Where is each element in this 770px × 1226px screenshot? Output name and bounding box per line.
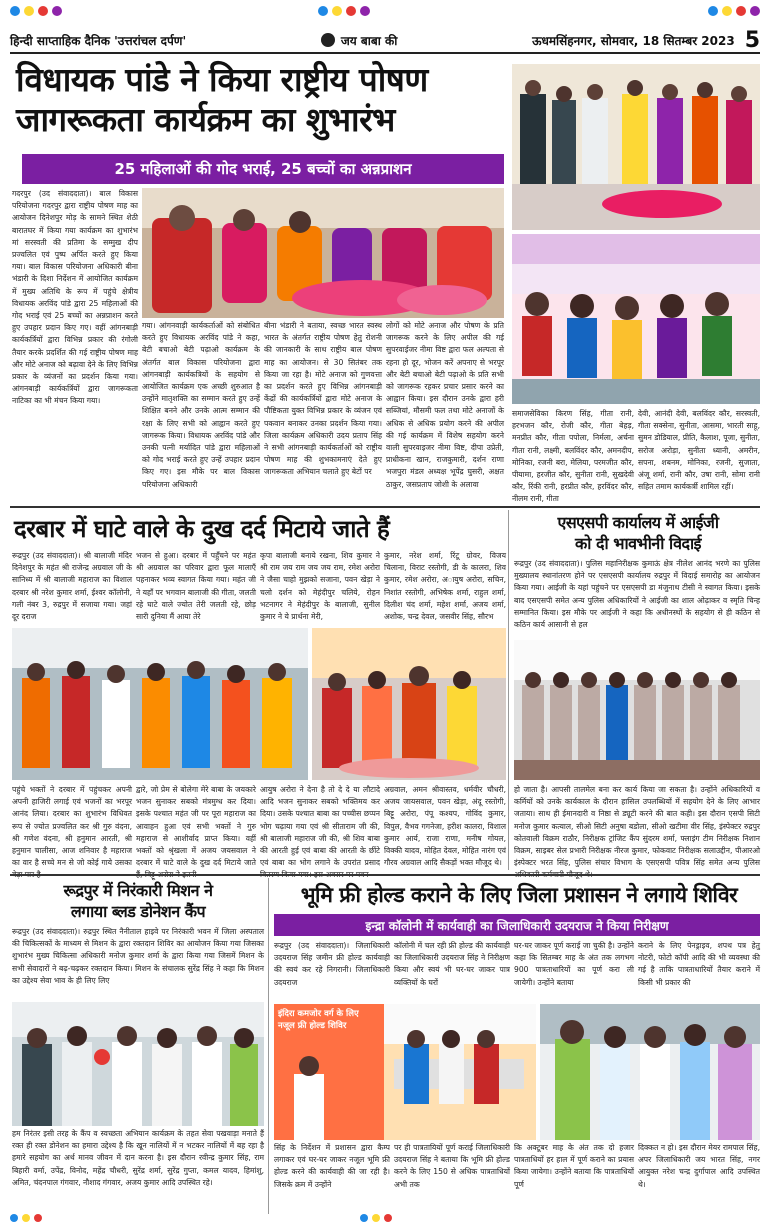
color-dot (372, 1214, 380, 1222)
story5-col1: रूद्रपुर (उद संवाददाता)। जिलाधिकारी उदयराज सिंह जमीन फ्री होल्ड कार्यवाही की स्वयं कर रहे निगरानी। जिलाधिकारी उदयराज (274, 941, 390, 987)
story1-col1: गदरपुर (उद संवाददाता)। बाल विकास परियोजना गदरपुर द्वारा राष्ट्रीय पोषण माह का आयोजन दिनेशपुर मोड़ के सामने स्थित शेठी बारातघर में किया गया कार्यक्रम का शुभारंभ मां सरस्वती की प्रतिमा के सम्मुख दीप प्रज्वलित एवं पुष्प अर्पित करते हुए किया गया। बाल विकास परियोजना अधिकारी बीना भंडारी के दिशा निर्देशन में आयोजित कार्यक्रम में मुख्य अतिथि के रूप में पहुंचे क्षेत्रीय विधायक अरविंद पांडे द्वारा 25 महिलाओं की गोद भराई एवं 25 बच्चों का अन्नप्राशन करते हुए उपहार प्रदान किए गए। वहीं आंगनबाड़ी कार्यकर्त्रियों द्वारा विभिन्न प्रकार की रंगोली तैयार करके प्रदर्शित की गई राष्ट्रीय पोषण माह और मोटे अनाज को बढ़ावा देने के लिए विभिन्न प्रकार के व्यंजनों का प्रदर्शन किया गया। आंगनबाड़ी कार्यकर्त्रियों द्वारा जागरूकता नाटिका का भी मंचन किया गया। (12, 189, 138, 406)
story3-photo (514, 640, 760, 780)
story4-col-bottom: हम निरंतर इसी तरह के कैंप व स्वच्छता अभियान कार्यक्रम के तहत सेवा पखवाड़ा मनाते हैं रक्त ही रक्त डोनेशन का हमारा उद्देश्य है कि खून नालियों में न भटकर नालियों में बह रहा है हमारे सहयोग का अर्थ मानव जीवन में दान करना है। इस दौरान रवीन्द्र कुमार सिंह, राम बिहारी वर्मा, उपेंद्र, विनोद, महेंद्र चौधरी, सुरेंद्र शर्मा, सुरेंद्र गुप्ता, कमल यादव, हिमांशु, अमित, चंदनपाल गंगवार, नौशाद गंगवार, अजय कुमार आदि उपस्थित रहे। (12, 1129, 264, 1187)
story3-headline-line2: को दी भावभीनी विदाई (574, 534, 702, 553)
color-dots-left (10, 6, 62, 16)
story2-col3: कृपा बालाजी बनाये रखना, शिव कुमार ने श्री राम जय राम जय जय राम, रमेश अरोरा ने जैसा चाहो मुझको सजाना, पवन खेड़ा ने चलो दर्शन को मेहंदीपुर चलिये, रोहन भटनागर ने मेहंदीपुर के बालाजी, सुनील कुमार ने ये प्रार्थना मेरी, (260, 551, 380, 622)
story1-photo-stage (512, 64, 760, 230)
masthead-center (321, 32, 397, 49)
story5-bottom2: पर ही पात्रतायियों पूर्ण कराई जिलाधिकारी उदयराज सिंह ने बताया कि भूमि फ्री होल्ड करने के लिए 150 से अधिक पात्रताधियों अभी तक (394, 1143, 510, 1189)
story2-headline: दरबार में घाटे वाले के दुख दर्द मिटाये जाते हैं (14, 515, 390, 543)
story3-headline-line1: एसएसपी कार्यालय में आईजी (557, 513, 719, 532)
color-dot (22, 1214, 30, 1222)
color-dots-right (708, 6, 760, 16)
story2-below1: पहुंचे भक्तों ने दरबार में पहुंचकर अपनी अपनी हाजिरी लगाई एवं भजनों का भरपूर आनंद लिया। दरबार का शुभारंभ विधिवत रूप से ज्योत प्रज्वलित कर श्री गुरु वंदना, श्री गणेश वंदना, श्री हनुमान आरती, श्री हनुमान चालीसा, आज शनिवार है महाराज का वार है सच्चे मन से जो कोई गाये उसका (12, 785, 132, 868)
story1-col6: देवी, आनंदी देवी, बलविंदर कौर, सरस्वती, गीता सक्सेना, सुनीता, आसमा, भारती साहू, सुमन डोडियाल, प्रीति, कैलाश, पूजा, सुनीता, सरोज अरोड़ा, सुनीता ध्यानी, अमरीन, सपना, शबनम, मोनिका, रजनी, सुजाता, अंजू शर्मा, रानी कौर, उषा रानी, सोमा रानी सहित तमाम कार्यकर्त्री शामिल रहीं। (638, 409, 760, 492)
story5-bottom1: सिंह के निर्देशन में प्रशासन द्वारा कैम्प लगाकर एवं घर-घर जाकर नजूल भूमि फ्री होल्ड करने की कार्यवाही की जा रही है। जिसके क्रम में उन्होंने (274, 1143, 390, 1189)
masthead-dateline: ऊधमसिंहनगर, सोमवार, 18 सितम्बर 2023 (532, 33, 735, 48)
story4-col-top: रूद्रपुर (उद संवाददाता)। रुद्रपुर स्थित नैनीताल हाइवे पर निरंकारी भवन में जिला अस्पताल की चिकित्सकों के माध्यम से मिशन के द्वारा रक्तदान शिविर का आयोजन किया गया जिसका शुभारंभ मुख्य चिकित्सा अधिकारी मनोज कुमार शर्मा के द्वारा किया गया जिसमें मिशन के सभी सेवादारों ने बढ़-चढ़कर रक्तदान किया। मिशन के संचालक सुरेंद्र सिंह ने कहा कि मिशन का उद्देश्य सेवा भाव के ही लिए लिए (12, 927, 264, 985)
story3-col-bottom: हो जाता है। आपसी तालमेल बना कर कार्य किया जा सकता है। उन्होंने अधिकारियों व कर्मियों को उनके कार्यकाल के दौरान हासिल उपलब्धियों में सहयोग देने के लिए आभार जताया। साथ ही ईमानदारी व निष्ठा से ड्यूटी करने की बात कही। इस दौरान एसपी सिटी मनोज कुमार कत्याल, सीओ सिटी अनुषा बडोला, सीओ खटीमा वीर सिंह, इंस्पेक्टर रुद्रपुर कोतवाली विक्रम राठौर, निरीक्षक ट्रांजिट कैंप सुंदरम शर्मा, फ्लाइंग टीम निरीक्षक निशान विक्रम, साइबर सेल प्रभारी निरीक्षक नीरज कुमार, फोकवाट निरीक्षक सलाउद्दीन, पीआरओ इंस्पेक्टर भरत सिंह, पुलिस संचार विभाग के एसएसपी पवित्र सिंह समेत अन्य पुलिस (514, 785, 760, 868)
story3-col-top: रूद्रपुर (उद संवाददाता)। पुलिस महानिरीक्षक कुमाऊं क्षेत्र नीलेश आनंद भरणे का पुलिस मुख्यालय स्थानांतरण होने पर एसएसपी कार्यालय रुद्रपुर में विदाई समारोह का आयोजन किया गया। आईजी के यहां पहुंचने पर एसएसपी डा मंजुनाथ टीसी ने स्वागत किया। इसके बाद एसएसपी समेत अन्य पुलिस अधिकारियों ने आईजी का शाल ओढ़ाकर व स्मृति चिन्ह सम्मानित किया। इस मौके पर आईजी ने कहा कि अधीनस्थों के सहयोग से ही कठिन से कठिन कार्य आसानी से हल (514, 559, 760, 630)
divider (10, 874, 760, 876)
color-dots-bottom-center (360, 1214, 392, 1222)
story4-photo (12, 1002, 264, 1126)
color-dot (360, 1214, 368, 1222)
story1-photo-audience (512, 234, 760, 404)
divider (10, 506, 760, 508)
story5-photo-caption: इंदिरा कमजोर वर्ग के लिए नजूल फ्री होल्ड शिविर (278, 1009, 359, 1031)
color-dot (38, 6, 48, 16)
color-dot (708, 6, 718, 16)
story4-headline-line1: रूद्रपुर में निरंकारी मिशन ने (63, 881, 213, 900)
story5-photo-right (540, 1004, 760, 1140)
story4-headline (12, 880, 264, 922)
story1-headline-line1: विधायक पांडे ने किया राष्ट्रीय पोषण (16, 60, 428, 99)
color-dot (318, 6, 328, 16)
masthead (10, 28, 760, 54)
story5-bottom4: दिक्कत न हो। इस दौरान मेयर रामपाल सिंह, अपर जिलाधिकारी जय भारत सिंह, नगर आयुक्त नरेश चन्द्र दुर्गापाल आदि उपस्थित थे। (638, 1143, 760, 1189)
story2-below3: आयुष अरोरा ने देना है तो दे दे या लौटादे आदि भजन सुनाकर सबको भक्तिमय कर दिया। उसके पश्चात बाबा का पच्चीस छप्पन भोग चढ़ाया गया एवं श्री सीताराम जी की, श्री बालाजी महाराज जी की, श्री शिव बाबा की आरती हुई एवं बाबा की आरती के छींटे एवं बाबा का भोग लगाने के उपरांत प्रसाद (260, 785, 380, 868)
story1-banner: 25 महिलाओं की गोद भराई, 25 बच्चों का अन्नप्राशन (22, 154, 504, 184)
story2-below2: द्वारे, जो प्रेम से बोलेगा मेरे बाबा के जयकारे भजन सुनाकर सबको मंत्रमुग्ध कर दिया। इसके पश्चात महंत जी पर पूरा महाराज का आवाहन हुआ एवं सभी भक्तों ने गुरु महाराज से आशीर्वाद प्राप्त किया। वहीं भक्तों को श्रृंखला में अजय जयसवाल ने दरबार में घाटे वाले के दुख दर्द मिटाये जाते (136, 785, 256, 868)
story2-below4: अग्रवाल, अमन श्रीवास्तव, धर्मवीर चौधरी, अजय जायसवाल, पवन खेड़ा, अंदू रस्तोगी, बिट्टू अरोरा, पंपू कश्यप, गोविंद कुमार, विपुल, वैभव गगनेजा, हरीश कालरा, विशाल कुमार आर्य, राजा राणा, मनीष गोयल, विक्की यादव, मोहित देवल, मोहित नारंग एवं गौरव अग्रवाल आदि सैकड़ों भक्त मौजूद थे। (384, 785, 506, 868)
story5-photo-left (274, 1004, 536, 1140)
color-dots-bottom-left (10, 1214, 42, 1222)
color-dot (10, 1214, 18, 1222)
color-dot (332, 6, 342, 16)
story5-col4: कराने के लिए पेनड्राइव, शपथ पत्र हेतु नोटरी, फोटो कॉपी आदि की भी व्यवस्था की गई है ताकि पात्रताधारियों तैयार कराने में किसी भी प्रकार की (638, 941, 760, 987)
story2-col1: रूद्रपुर (उद संवाददाता)। श्री बालाजी मंदिर दिनेशपुर के महंत श्री राजेन्द्र अग्रवाल जी के सानिध्य में श्री बालाजी महाराज का विशाल दरबार श्री नरेश कुमार शर्मा, ईश्वर कॉलोनी, गली नंबर 3, रुद्रपुर में सजाया गया। जहां दूर दराज (12, 551, 132, 622)
masthead-right (532, 28, 760, 53)
story1-col4: लोगों को मोटे अनाज और पोषण के प्रति जागरूक करने के लिए अपील की गई सुपरवाईजर नीमा विष्ट द्वारा फल अल्पता से रहना हो दूर, भोजन करें अपनाए से भरपूर और बेटी बचाओ बेटी पढ़ाओ के प्रति सभी को जागरूक रहकर प्रचार प्रसार करने का आह्वान किया। इस दौरान उनके द्वारा हरी सब्जियां, मौसमी फल तथा मोटे अनाजों के अधिक से अधिक प्रयोग करने की अपील की गई कार्यक्रम में विशेष सहयोग करने वाली सुपरवाइजर नीमा विष्ट, दीपा उप्रेती, प्राधीकना खान, राजकुमारी, दर्शन राणा भजपुरा मंडल अध्यक्ष भूपेंद्र घुसरी, अक्षत ठाकुर, जसप्रताप जोशी के अलावा (386, 321, 504, 489)
story2-col2: भजन से हुआ। दरबार में पहुँचने पर महंत श्री अग्रवाल का परिवार द्वारा फूल मालाएँ पहनाकर भव्य स्वागत किया गया। महंत जी ने यहाँ पर भगवान बालाजी की गीता, जलती रहे घाटे वाले ज्योत तेरी जलती रहे, छोड़ सारी दुनिया मैं आया तेरे (136, 551, 256, 622)
story5-headline: भूमि फ्री होल्ड कराने के लिए जिला प्रशासन ने लगाये शिविर (300, 883, 738, 907)
color-dot (24, 6, 34, 16)
divider (508, 510, 509, 870)
color-dot (34, 1214, 42, 1222)
story2-photo-left (12, 628, 308, 780)
story1-photo-main (142, 188, 504, 318)
story5-col2: कॉलोनी में चल रही फ्री होल्ड की कार्यवाही का जिलाधिकारी उदयराज सिंह ने निरीक्षण किया और स्वयं भी घर-घर जाकर पात्र व्यक्तियों के घरों (394, 941, 510, 987)
color-dot (10, 6, 20, 16)
story5-bottom3: कि अक्टूबर माह के अंत तक दो हजार पात्रताधियों हर हाल में पूर्ण कराने का प्रयास किया जायेगा। उन्होंने बताया कि पात्रताधियों पूर्ण (514, 1143, 634, 1189)
masthead-paper-name: हिन्दी साप्ताहिक दैनिक 'उत्तरांचल दर्पण' (10, 33, 187, 48)
color-dot (736, 6, 746, 16)
story3-headline (514, 512, 762, 554)
divider (268, 878, 269, 1214)
story1-col2: गया। आंगनवाड़ी कार्यकर्ताओं को संबोधित करते हुए विधायक अरविंद पांडे ने कहा, बेटी बचाओ बेटी पढ़ाओ कार्यक्रम के अंतर्गत बाल विकास परियोजना द्वारा आंगनबाड़ी कार्यकत्रियों के सहयोग से आयोजित कार्यक्रम एक अच्छी शुरुआत है उन्होंने मातृशक्ति का सम्मान करते हुए उन्हें शिक्षित बनने और उनके आत्म सम्मान की रक्षा के लिए सभी को आह्वान करते हुए जागरूक किया। विधायक अरविंद पांडे और उनकी पत्नी मर्यादित पांडे द्वारा महिलाओं को गोद भराई करते हुए उन्हें उपहार प्रदान किए गए। इस मौके पर बाल विकास परियोजना अधिकारी (142, 321, 260, 489)
story4-headline-line2: लगाया ब्लड डोनेशन कैंप (70, 902, 206, 921)
story5-banner: इन्द्रा कॉलोनी में कार्यवाही का जिलाधिकारी उदयराज ने किया निरीक्षण (274, 914, 760, 936)
color-dot (384, 1214, 392, 1222)
story2-col4: कुमार, नरेश शर्मा, रिंटू ग्रोवर, विजय चिलाना, विराट रस्तोगी, डी के कालरा, शिव कुमार, रमेश अरोरा, अायुष अरोरा, सचिन, निशांत रस्तोगी, अभिषेक शर्मा, राहुल शर्मा, दिलीश चंद शर्मा, महेश शर्मा, अजय शर्मा, अशोक, चन्द्र देवल, जसवीर सिंह, सौरभ (384, 551, 506, 622)
page-number: 5 (744, 27, 760, 53)
color-dot (360, 6, 370, 16)
color-dot (722, 6, 732, 16)
story1-headline (16, 60, 511, 140)
story1-headline-line2: जागरूकता कार्यक्रम का शुभारंभ (16, 100, 395, 139)
color-dot (52, 6, 62, 16)
masthead-slogan: जय बाबा की (340, 33, 398, 48)
om-icon (321, 33, 335, 47)
color-dots-center (318, 6, 370, 16)
story2-photo-right (312, 628, 506, 780)
story1-col5: समाजसेविका किरण सिंह, गीता रानी, हरभजन कौर, रोजी कौर, गीता बेहड़, मनप्रीत कौर, गीता पपोला, निर्मला, अर्चना गीता रानी, लक्ष्मी, बलविंदर कौर, अमनदीप, मोनिका, रजनी बरा, मेलिया, परमजीत कौर, पीयामा, हरजीत कौर, सुनीता रानी, सुखदेवी कौर, रिंकी रानी, हरप्रीत कौर, हरविंदर कौर, नीलम रानी, गीता (512, 409, 634, 504)
color-dot (750, 6, 760, 16)
story1-col3: बीना भंडारी ने बताया, स्वच्छ भारत स्वस्थ भारत के अंतर्गत राष्ट्रीय पोषण हेतु रोशनी की जानकारी के साथ राष्ट्रीय बाल पोषण माह का आयोजन। से 30 सितंबर तक किया जा रहा है। मोटे अनाज को गुणवत्ता का प्रदर्शन करते हुए विभिन्न आंगनबाड़ी केंद्रों की कार्यकर्त्रियों द्वारा मोटे अनाज के पौष्टिकता युक्त विभिन्न प्रकार के व्यंजन एवं पकवान बनाकर उनका प्रदर्शन किया गया। जिला कार्यक्रम अधिकारी उदय प्रताप सिंह ने सभी आंगनबाड़ी कार्यकर्ताओं को राष्ट्रीय पोषण माह की शुभकामनाएं देते हुए जागरूकता अभियान चलाते हुए बेटों पर (264, 321, 382, 477)
story5-col3: घर-घर जाकर पूर्ण कराई जा चुकी है। उन्होंने कहा कि सितम्बर माह के अंत तक लगभग 900 पात्रताधारियों का पूर्ण करा ली जायेगी। उन्होंने बताया (514, 941, 634, 987)
color-dot (346, 6, 356, 16)
